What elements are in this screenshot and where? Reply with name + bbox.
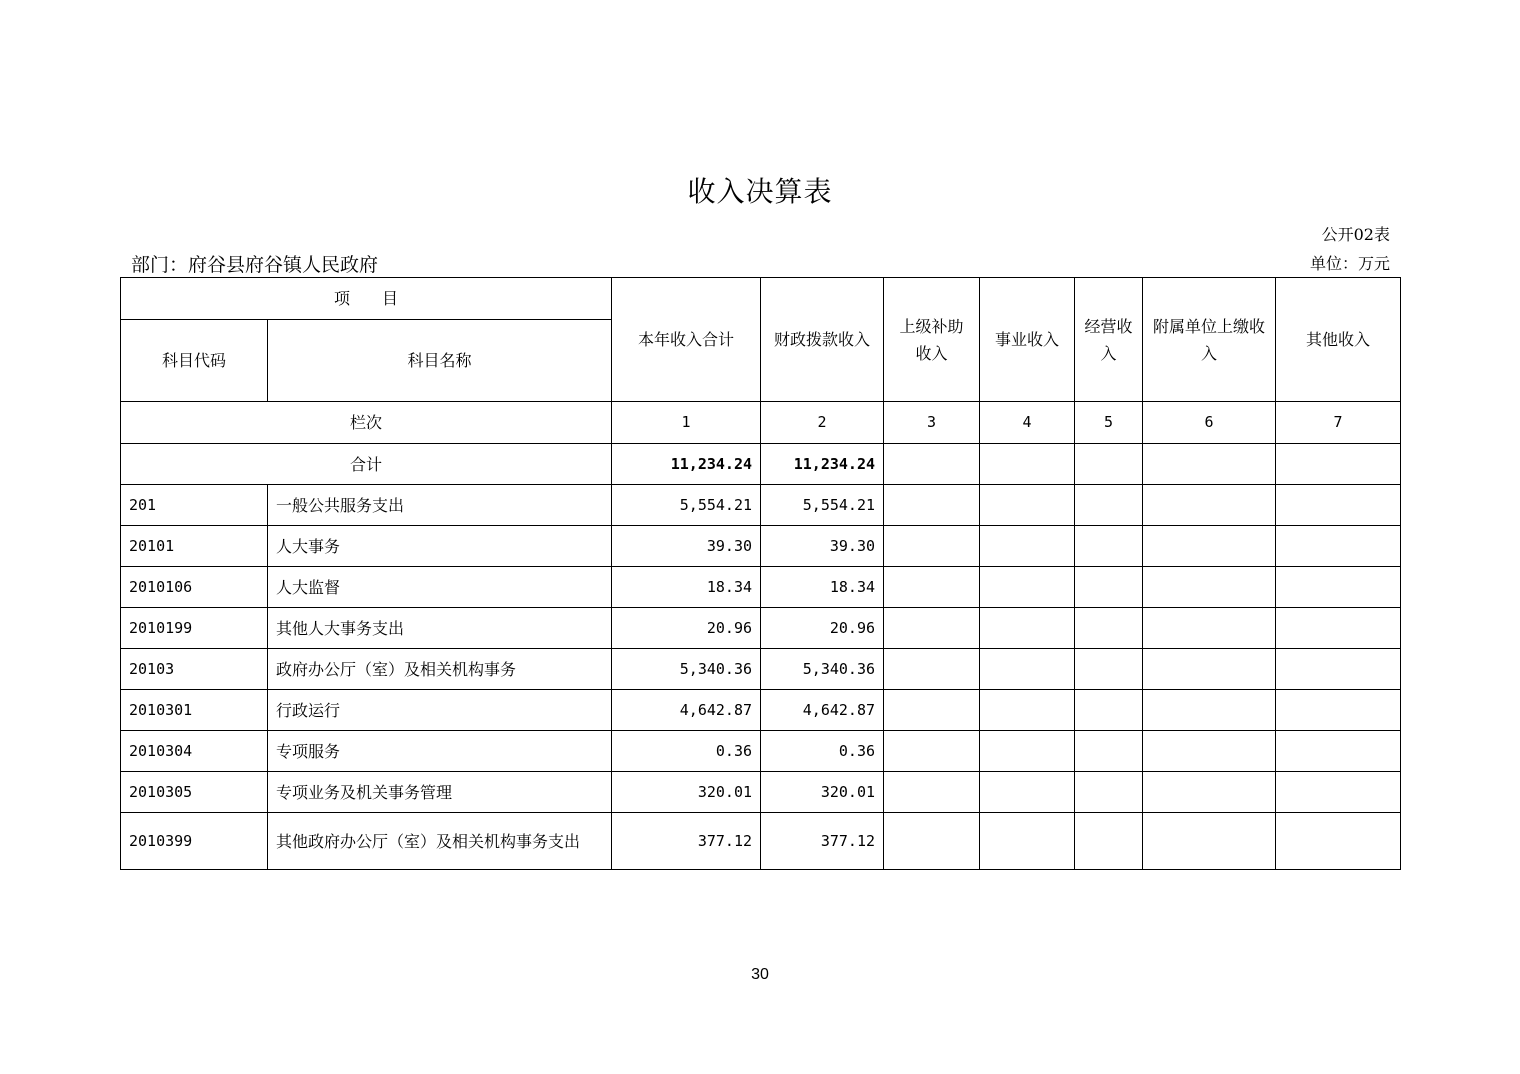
row-value [884,608,980,649]
row-name: 行政运行 [268,690,612,731]
row-value: 4,642.87 [761,690,884,731]
row-value [884,813,980,870]
row-value [884,731,980,772]
row-value: 5,554.21 [761,485,884,526]
row-value [1143,526,1276,567]
row-value [1143,731,1276,772]
form-number: 公开02表 [1321,225,1390,244]
row-value [1276,526,1401,567]
page-number: 30 [751,966,769,983]
row-value [1075,731,1143,772]
row-code: 20103 [121,649,268,690]
col-index-cell: 1 [612,402,761,444]
row-value [980,526,1075,567]
row-code: 2010199 [121,608,268,649]
header-code: 科目代码 [121,320,268,402]
row-value [1143,813,1276,870]
row-value [1075,608,1143,649]
row-value [1075,649,1143,690]
header-col-operating: 经营收入 [1075,278,1143,402]
row-value [1143,690,1276,731]
total-label: 合计 [121,444,612,485]
row-code: 2010399 [121,813,268,870]
table-row [121,772,1401,813]
header-col-other: 其他收入 [1276,278,1401,402]
row-value [1075,526,1143,567]
table-row [121,731,1401,772]
row-code: 2010304 [121,731,268,772]
table-row [121,567,1401,608]
row-value: 320.01 [612,772,761,813]
header-col-total: 本年收入合计 [612,278,761,402]
row-value [1075,485,1143,526]
page-title: 收入决算表 [687,175,833,208]
row-value [1143,608,1276,649]
row-name: 一般公共服务支出 [268,485,612,526]
row-value [1143,485,1276,526]
row-value [980,813,1075,870]
col-index-cell: 2 [761,402,884,444]
row-name: 其他政府办公厅（室）及相关机构事务支出 [268,813,612,870]
row-value [1143,649,1276,690]
row-value: 377.12 [612,813,761,870]
row-value [1276,690,1401,731]
row-value [884,485,980,526]
row-value [884,567,980,608]
total-row [121,444,1401,485]
total-cell [1276,444,1401,485]
row-value: 320.01 [761,772,884,813]
row-value: 0.36 [612,731,761,772]
row-name: 人大监督 [268,567,612,608]
col-index-cell: 3 [884,402,980,444]
row-value [884,772,980,813]
row-value [1276,813,1401,870]
col-index-cell: 6 [1143,402,1276,444]
row-value [980,772,1075,813]
table-row [121,690,1401,731]
col-index-cell: 7 [1276,402,1401,444]
row-name: 专项业务及机关事务管理 [268,772,612,813]
row-code: 2010301 [121,690,268,731]
row-value: 0.36 [761,731,884,772]
row-value [980,649,1075,690]
row-value [1143,772,1276,813]
row-value [1276,772,1401,813]
unit-label: 单位：万元 [1309,254,1390,273]
total-cell: 11,234.24 [612,444,761,485]
row-value: 39.30 [612,526,761,567]
header-col-superior: 上级补助收入 [884,278,980,402]
row-value [884,526,980,567]
header-col-business: 事业收入 [980,278,1075,402]
row-value [1075,690,1143,731]
table-row [121,526,1401,567]
row-value [980,567,1075,608]
total-cell [1075,444,1143,485]
row-name: 人大事务 [268,526,612,567]
row-value [1276,649,1401,690]
col-index-cell: 4 [980,402,1075,444]
total-cell [980,444,1075,485]
row-value [1143,567,1276,608]
row-name: 政府办公厅（室）及相关机构事务 [268,649,612,690]
row-value [980,690,1075,731]
row-value [884,690,980,731]
row-value [1075,813,1143,870]
row-value [1276,608,1401,649]
income-table [120,277,1401,870]
row-value [1276,567,1401,608]
table-row [121,608,1401,649]
total-cell: 11,234.24 [761,444,884,485]
row-value: 5,554.21 [612,485,761,526]
row-value [980,608,1075,649]
row-value: 377.12 [761,813,884,870]
header-col-fiscal: 财政拨款收入 [761,278,884,402]
row-value: 20.96 [761,608,884,649]
row-value: 4,642.87 [612,690,761,731]
row-name: 其他人大事务支出 [268,608,612,649]
row-code: 20101 [121,526,268,567]
row-value [884,649,980,690]
department-label: 部门：府谷县府谷镇人民政府 [131,254,379,276]
row-code: 2010106 [121,567,268,608]
row-value: 20.96 [612,608,761,649]
row-value [1075,567,1143,608]
header-col-affiliated: 附属单位上缴收入 [1143,278,1276,402]
row-value [980,485,1075,526]
row-value [1276,731,1401,772]
row-code: 2010305 [121,772,268,813]
row-value: 18.34 [761,567,884,608]
header-name: 科目名称 [268,320,612,402]
total-cell [1143,444,1276,485]
col-index-cell: 5 [1075,402,1143,444]
header-project: 项 目 [121,278,612,320]
total-cell [884,444,980,485]
row-value: 5,340.36 [612,649,761,690]
row-value: 5,340.36 [761,649,884,690]
row-name: 专项服务 [268,731,612,772]
table-row [121,649,1401,690]
row-value [980,731,1075,772]
row-value [1075,772,1143,813]
table-row [121,813,1401,870]
row-value: 39.30 [761,526,884,567]
table-row [121,485,1401,526]
col-index-label: 栏次 [121,402,612,444]
row-code: 201 [121,485,268,526]
row-value [1276,485,1401,526]
row-value: 18.34 [612,567,761,608]
